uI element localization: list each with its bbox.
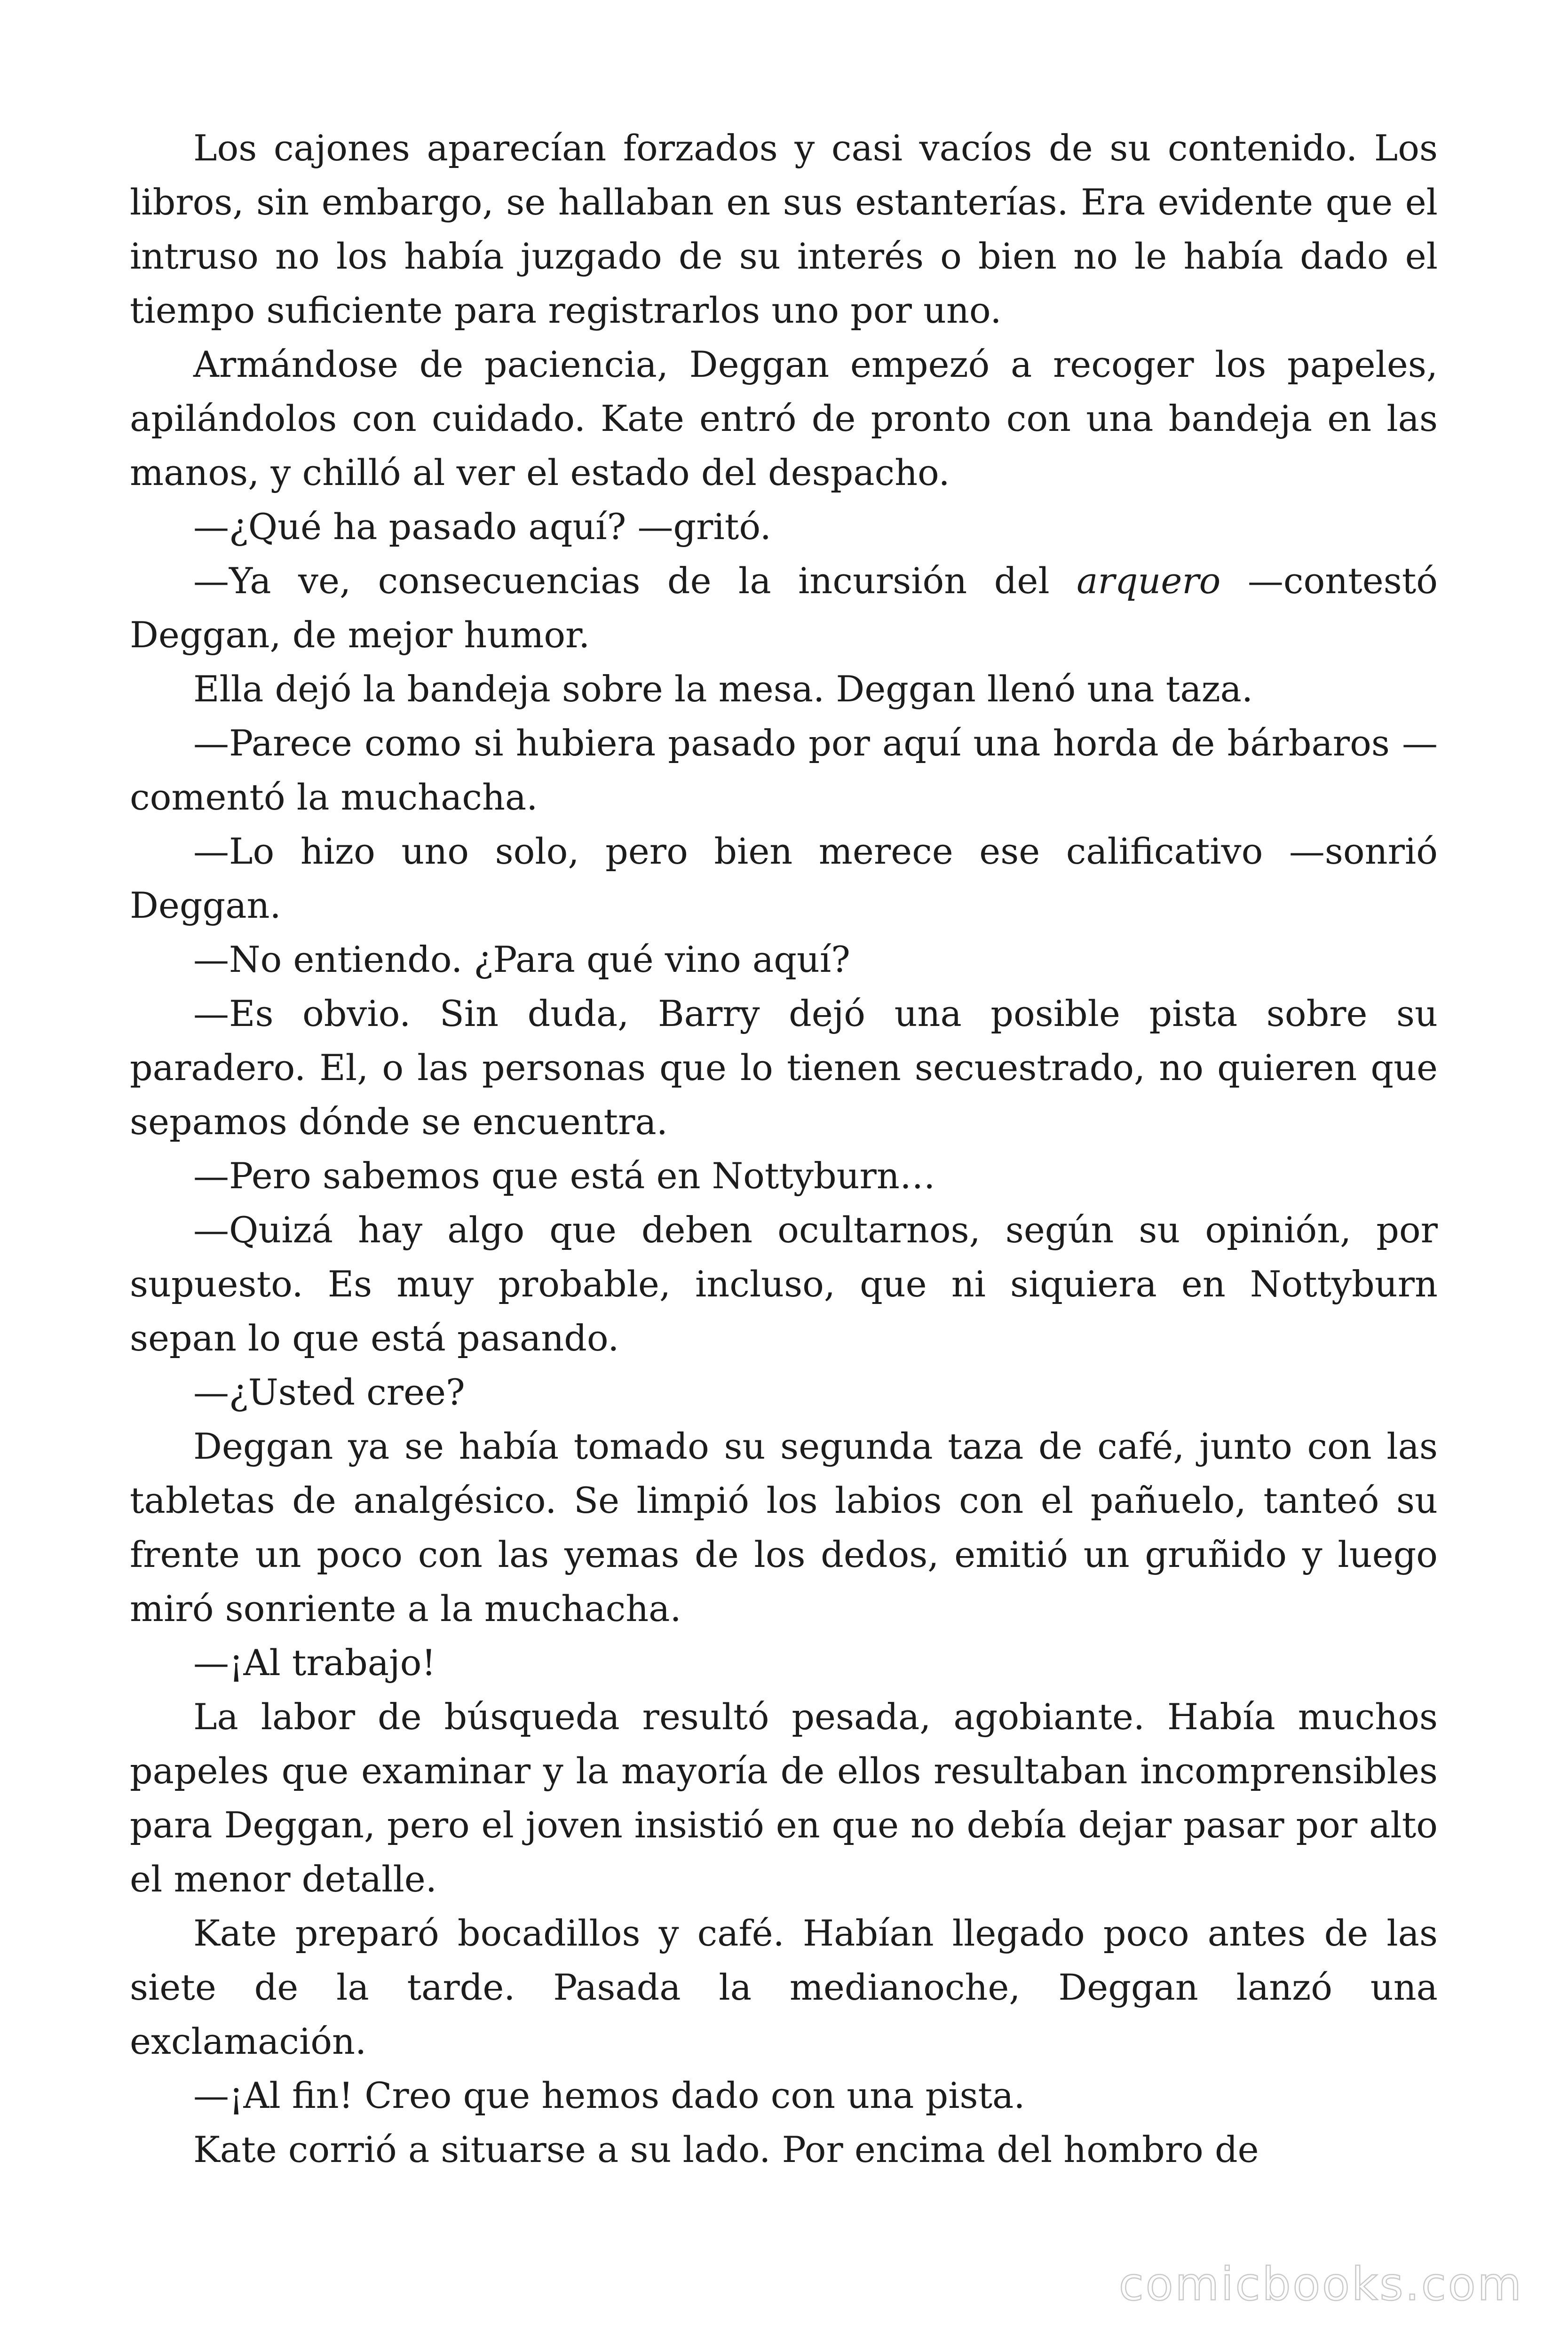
paragraph: Kate corrió a situarse a su lado. Por encima del hombro de <box>193 2129 1259 2170</box>
paragraph: —Pero sabemos que está en Nottyburn… <box>193 1155 935 1197</box>
italic-word: arquero <box>1077 560 1221 602</box>
paragraph: Deggan ya se había tomado su segunda taza de café, junto con las tabletas de analgésico. Se limpió los labios con el pañuelo, tanteó su frente un poco con las yemas de los dedos, emitió un gruñido y luego miró sonriente a la muchacha. <box>130 1425 1438 1629</box>
paragraph: Armándose de paciencia, Deggan empezó a recoger los papeles, apilándolos con cuidado. Kate entró de pronto con una bandeja en las manos, y chilló al ver el estado del despacho. <box>130 343 1438 493</box>
paragraph: —¡Al trabajo! <box>193 1642 436 1684</box>
paragraph: —Lo hizo uno solo, pero bien merece ese calificativo —sonrió Deggan. <box>130 830 1438 926</box>
watermark: comicbooks.com <box>1118 2258 1523 2311</box>
paragraph: Ella dejó la bandeja sobre la mesa. Deggan llenó una taza. <box>193 668 1253 710</box>
paragraph: La labor de búsqueda resultó pesada, agobiante. Había muchos papeles que examinar y la mayoría de ellos resultaban incomprensibles para Deggan, pero el joven insistió en que no debía dejar pasar por alto el menor detalle. <box>130 1696 1438 1900</box>
paragraph: —¿Qué ha pasado aquí? —gritó. <box>193 506 771 548</box>
paragraph: —Parece como si hubiera pasado por aquí una horda de bárbaros —comentó la muchacha. <box>130 722 1438 818</box>
paragraph <box>130 554 1438 662</box>
dialogue-text: —contestó Deggan, de mejor humor. <box>130 560 1438 656</box>
paragraph: —No entiendo. ¿Para qué vino aquí? <box>193 938 850 980</box>
dialogue-text: —Ya ve, consecuencias de la incursión del <box>193 560 1077 602</box>
paragraph: —Quizá hay algo que deben ocultarnos, según su opinión, por supuesto. Es muy probable, incluso, que ni siquiera en Nottyburn sepan lo que está pasando. <box>130 1209 1438 1359</box>
paragraph: Kate preparó bocadillos y café. Habían llegado poco antes de las siete de la tarde. Pasada la medianoche, Deggan lanzó una exclamación. <box>130 1912 1438 2062</box>
paragraph: Los cajones aparecían forzados y casi vacíos de su contenido. Los libros, sin embargo, se hallaban en sus estanterías. Era evidente que el intruso no los había juzgado de su interés o bien no le había dado el tiempo suficiente para registrarlos uno por uno. <box>130 127 1438 331</box>
paragraph: —¿Usted cree? <box>193 1371 465 1413</box>
paragraph: —Es obvio. Sin duda, Barry dejó una posible pista sobre su paradero. El, o las personas que lo tienen secuestrado, no quieren que sepamos dónde se encuentra. <box>130 993 1438 1143</box>
text-body <box>130 121 1438 2177</box>
paragraph: —¡Al fin! Creo que hemos dado con una pista. <box>193 2074 1025 2116</box>
